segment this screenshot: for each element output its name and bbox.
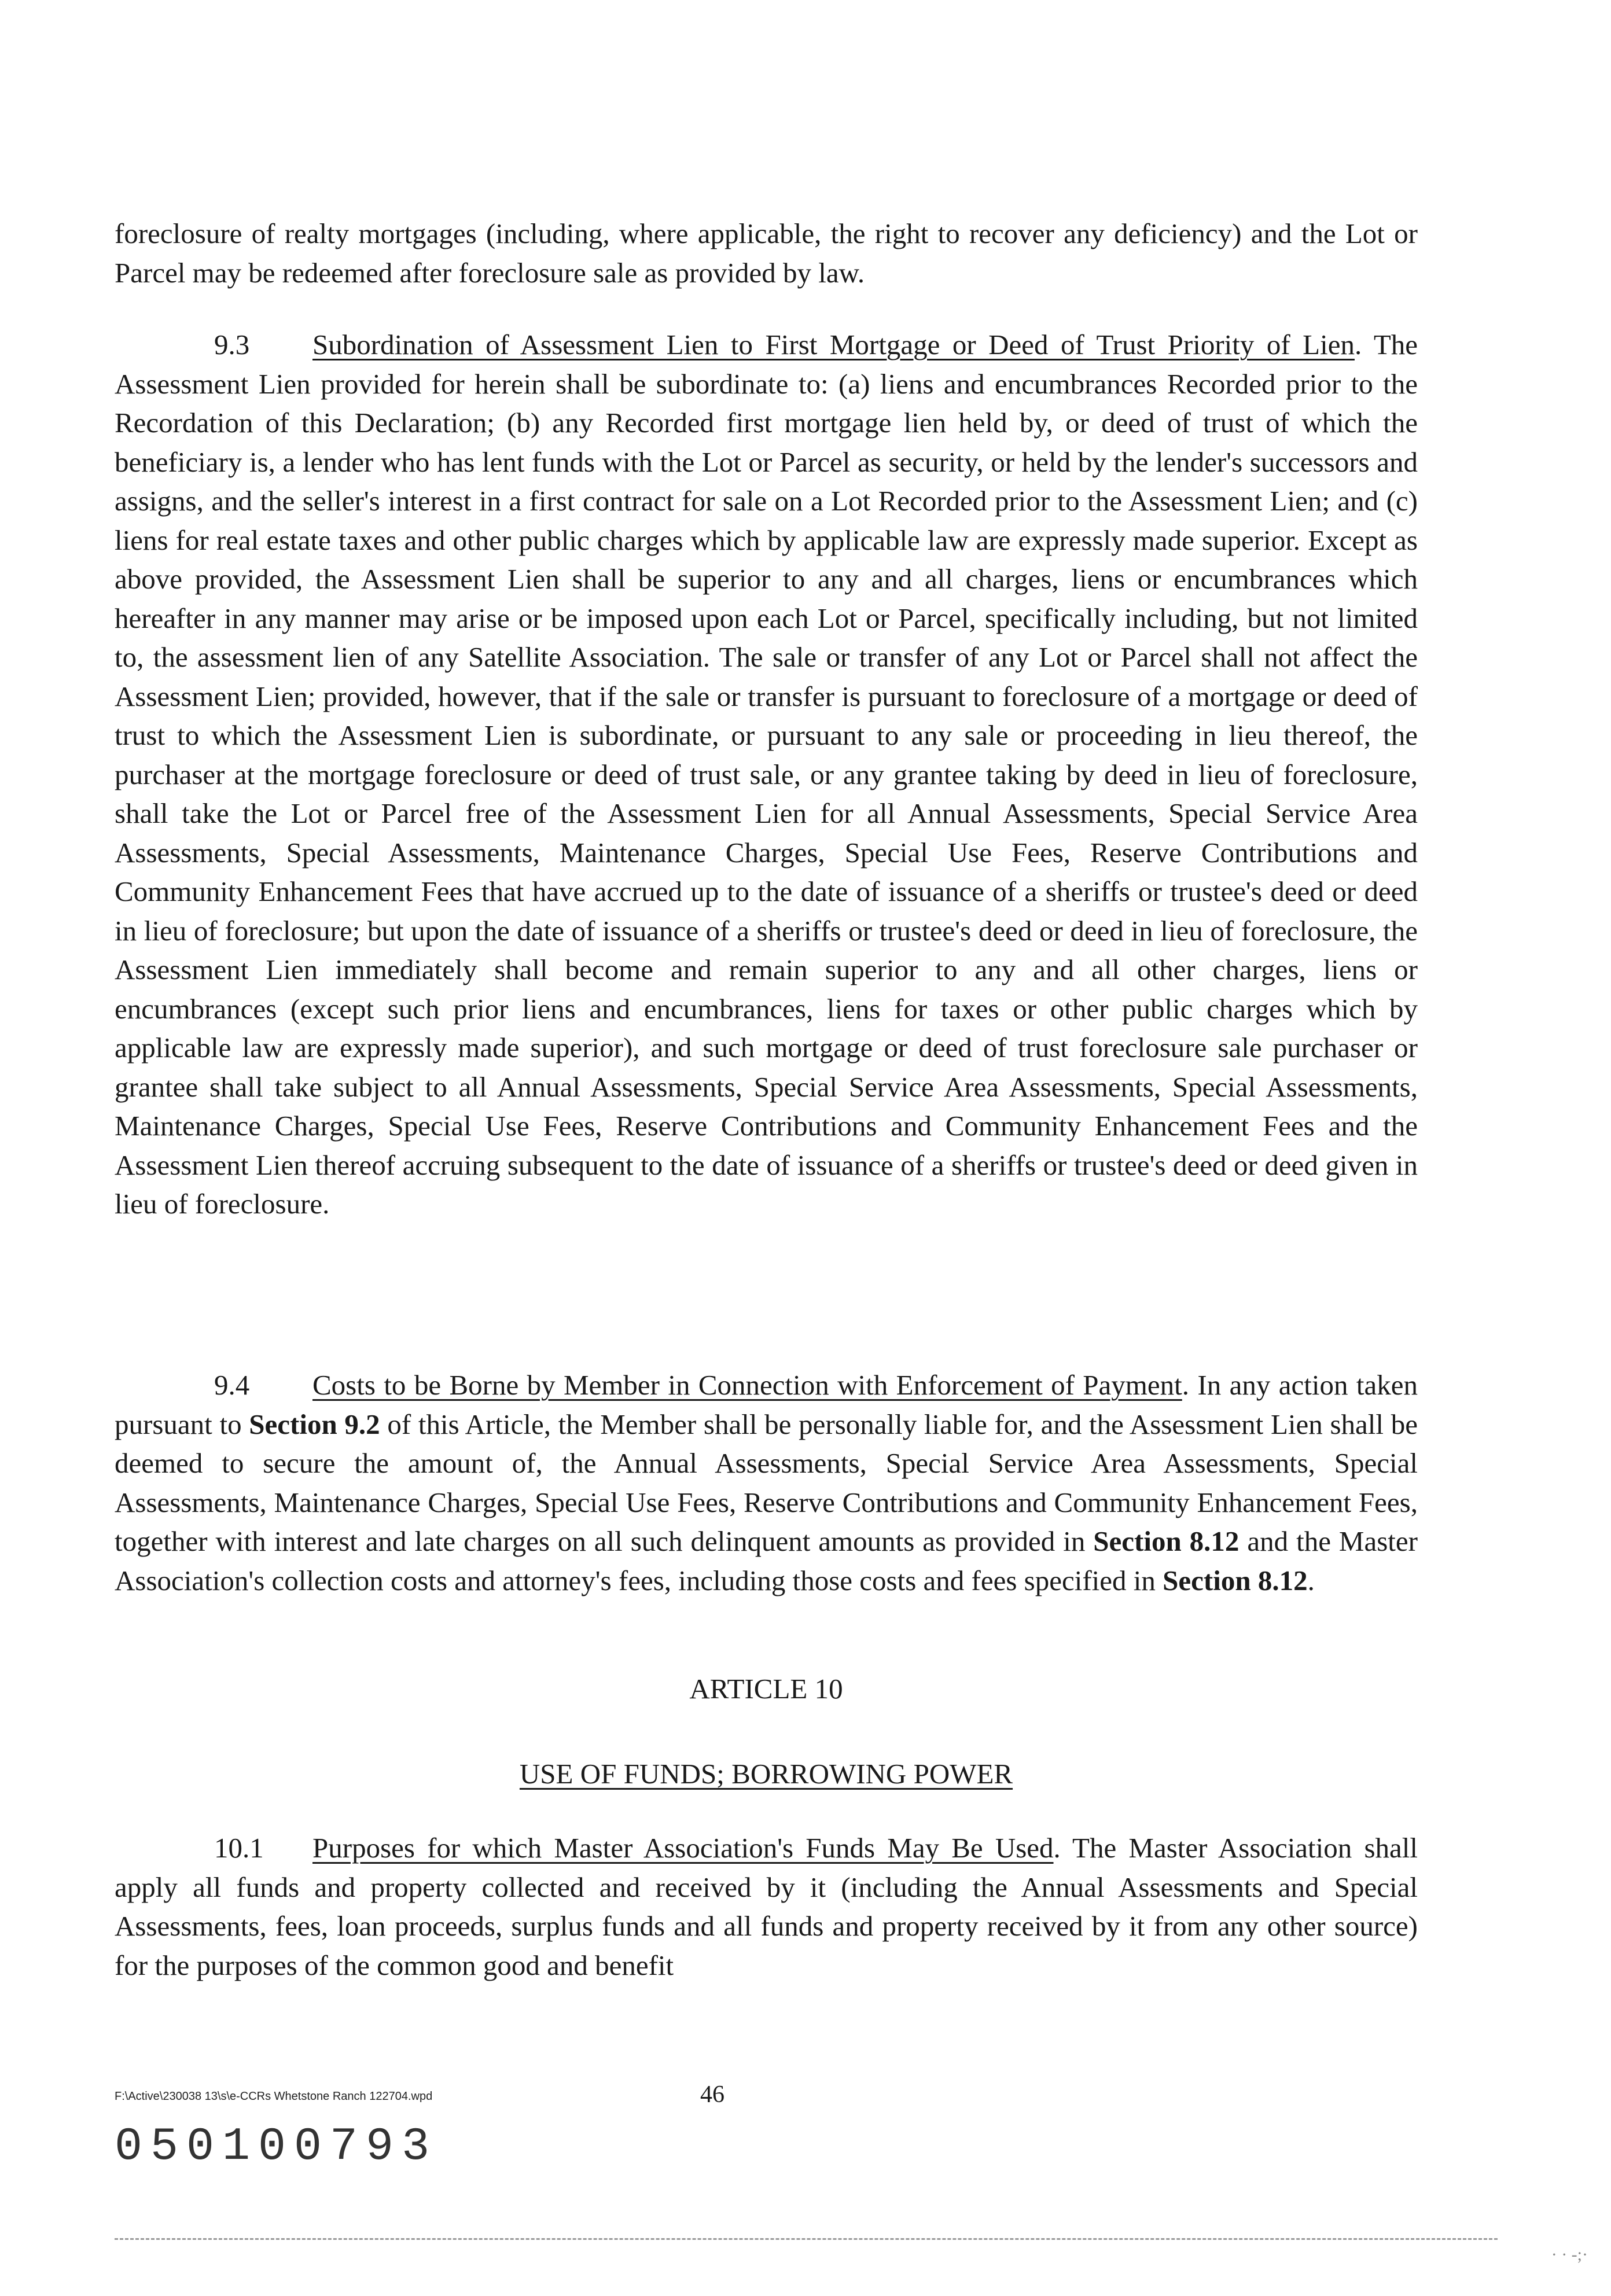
section-body-4: . <box>1307 1564 1315 1596</box>
section-body-2: of this Article, the Member shall be personally liable for, and the Assessment Lien shall be deemed to secure the amount of, the Annual Assessments, Special Service Area Assessments, Special Assessments, Maintenance Charges, Special Use Fees, Reserve Contributions and Community Enhancement Fees, together with interest and late charges on all such delinquent amounts as provided in <box>115 1408 1418 1557</box>
intro-text: foreclosure of realty mortgages (including, where applicable, the right to recover any deficiency) and the Lot or Parcel may be redeemed after foreclosure sale as provided by law. <box>115 218 1418 289</box>
section-title: Subordination of Assessment Lien to First Mortgage or Deed of Trust Priority of Lien <box>312 329 1355 360</box>
section-body: . The Master Association shall apply all funds and property collected and received by it (including the Annual Assessments and Special Assessments, fees, loan proceeds, surplus funds and all funds and property received by it from any other source) for the purposes of the common good and benefit <box>115 1832 1418 1981</box>
section-title: Costs to be Borne by Member in Connection with Enforcement of Payment <box>312 1369 1182 1401</box>
section-reference: Section 8.12 <box>1093 1525 1239 1557</box>
section-10-1 <box>115 1828 1418 1985</box>
section-9-3 <box>115 325 1418 1224</box>
corner-mark: · · -;· <box>1551 2245 1588 2264</box>
section-number: 10.1 <box>214 1832 264 1864</box>
section-number: 9.4 <box>214 1369 250 1401</box>
intro-paragraph <box>115 214 1418 292</box>
section-number: 9.3 <box>214 329 250 360</box>
scan-edge-line <box>115 2238 1498 2242</box>
section-9-4 <box>115 1366 1418 1600</box>
section-body: . The Assessment Lien provided for herein shall be subordinate to: (a) liens and encumbrances Recorded prior to the Recordation of this Declaration; (b) any Recorded first mortgage lien held by, or deed of trust of which the beneficiary is, a lender who has lent funds with the Lot or Parcel as security, or held by the lender's successors and assigns, and the seller's interest in a first contract for sale on a Lot Recorded prior to the Assessment Lien; and (c) liens for real estate taxes and other public charges which by applicable law are expressly made superior. Except as above provided, the Assessment Lien shall be superior to any and all charges, liens or encumbrances which hereafter in any manner may arise or be imposed upon each Lot or Parcel, specifically including, but not limited to, the assessment lien of any Satellite Association. The sale or transfer of any Lot or Parcel shall not affect the Assessment Lien; provided, however, that if the sale or transfer is pursuant to foreclosure of a mortgage or deed of trust to which the Assessment Lien is subordinate, or pursuant to any sale or proceeding in lieu thereof, the purchaser at the mortgage foreclosure or deed of trust sale, or any grantee taking by deed in lieu of foreclosure, shall take the Lot or Parcel free of the Assessment Lien for all Annual Assessments, Special Service Area Assessments, Special Assessments, Maintenance Charges, Special Use Fees, Reserve Contributions and Community Enhancement Fees that have accrued up to the date of issuance of a sheriffs or trustee's deed or deed in lieu of foreclosure; but upon the date of issuance of a sheriffs or trustee's deed or deed in lieu of foreclosure, the Assessment Lien immediately shall become and remain superior to any and all other charges, liens or encumbrances (except such prior liens and encumbrances, liens for taxes or other public charges which by applicable law are expressly made superior), and such mortgage or deed of trust foreclosure sale purchaser or grantee shall take subject to all Annual Assessments, Special Service Area Assessments, Special Assessments, Maintenance Charges, Special Use Fees, Reserve Contributions and Community Enhancement Fees and the Assessment Lien thereof accruing subsequent to the date of issuance of a sheriffs or trustee's deed or deed given in lieu of foreclosure. <box>115 329 1418 1220</box>
document-number: 050100793 <box>115 2121 438 2173</box>
section-title: Purposes for which Master Association's Funds May Be Used <box>312 1832 1054 1864</box>
footer-file-path: F:\Active\230038 13\s\e-CCRs Whetstone Ranch 122704.wpd <box>115 2090 433 2103</box>
article-title: USE OF FUNDS; BORROWING POWER <box>519 1758 1013 1790</box>
section-body-1: . In any action taken pursuant to <box>115 1369 1418 1440</box>
section-body-3: and the Master Association's collection costs and attorney's fees, including those costs and fees specified in <box>115 1525 1418 1596</box>
page-number: 46 <box>700 2081 724 2108</box>
section-reference: Section 9.2 <box>249 1408 380 1440</box>
article-label: ARTICLE 10 <box>689 1673 843 1705</box>
section-reference: Section 8.12 <box>1163 1564 1308 1596</box>
